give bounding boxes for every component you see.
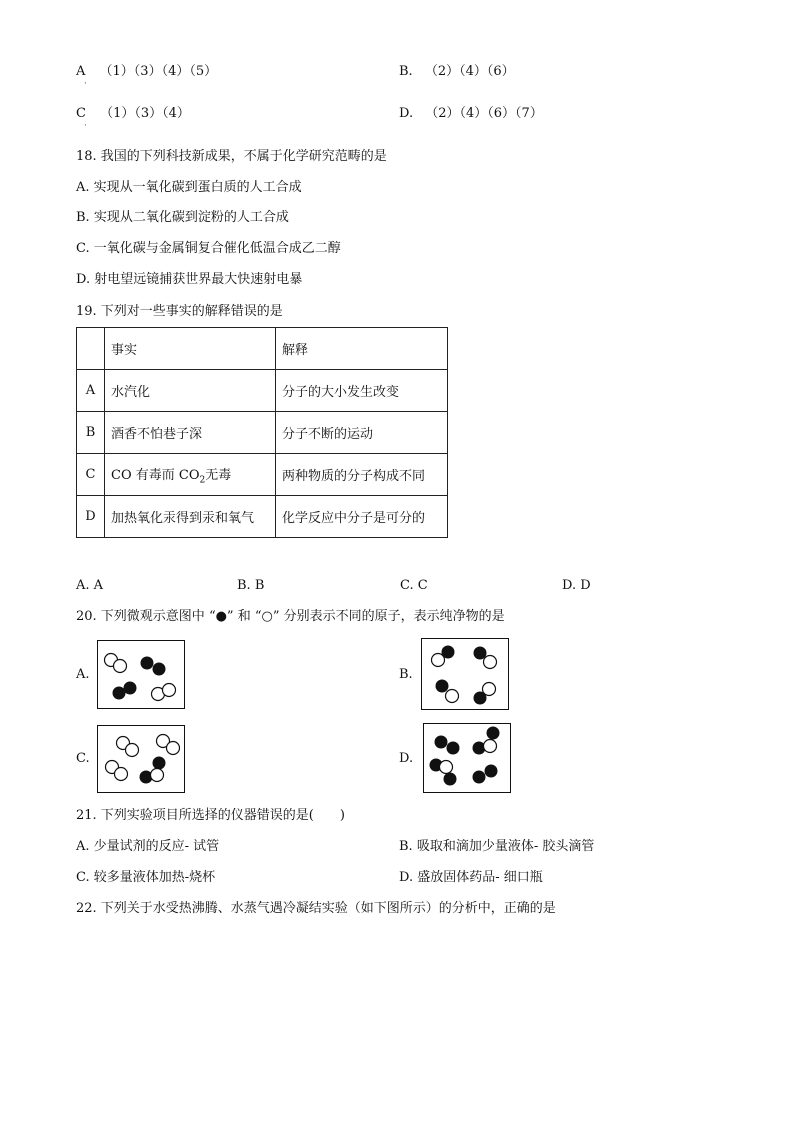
particle-diagram-b [422,639,508,709]
q20-label-b: B. [399,667,413,682]
table-row [77,412,448,454]
explanation-cell: 两种物质的分子构成不同 [276,454,448,496]
q20-label-c: C. [76,751,90,766]
q18-option-c: C. 一氧化碳与金属铜复合催化低温合成乙二醇 [76,241,341,256]
q19-answer-d: D. D [562,578,591,593]
q19-stem: 19. 下列对一些事实的解释错误的是 [76,304,283,319]
dot-mark: · [84,121,87,131]
q18-option-b: B. 实现从二氧化碳到淀粉的人工合成 [76,210,289,225]
explanation-cell: 分子不断的运动 [276,412,448,454]
fact-cell: 加热氧化汞得到汞和氧气 [105,496,276,538]
q19-answer-b: B. B [237,578,265,593]
table-header-cell: 事实 [105,328,276,370]
table-row [77,370,448,412]
row-label: B [77,412,105,454]
fact-text: CO 有毒而 CO [111,467,200,483]
q18-option-a: A. 实现从一氧化碳到蛋白质的人工合成 [76,180,302,195]
q19-answer-c: C. C [400,578,428,593]
table-header-cell [77,328,105,370]
table-header-row [77,328,448,370]
q17-option-a [76,64,217,80]
option-text: （1）（3）（4） [100,106,190,121]
particle-diagram-c [98,726,184,792]
q21-option-c: C. 较多量液体加热-烧杯 [76,870,216,885]
fact-cell [105,454,276,496]
diagram-b [421,638,509,710]
q22-stem: 22. 下列关于水受热沸腾、水蒸气遇冷凝结实验（如下图所示）的分析中，正确的是 [76,901,556,916]
fact-cell: 酒香不怕巷子深 [105,412,276,454]
table-row [77,454,448,496]
q20-stem: 20. 下列微观示意图中 “●” 和 “○” 分别表示不同的原子，表示纯净物的是 [76,609,505,624]
row-label: A [77,370,105,412]
row-label: C [77,454,105,496]
fact-cell: 水汽化 [105,370,276,412]
subscript: 2 [199,475,206,486]
option-text: （2）（4）（6） [424,64,515,79]
particle-diagram-a [98,641,184,708]
q18-stem: 18. 我国的下列科技新成果，不属于化学研究范畴的是 [76,149,387,164]
table-header-cell: 解释 [276,328,448,370]
q17-option-c [76,106,190,122]
option-text: （2）（4）（6）（7） [425,106,543,121]
option-letter: D. [399,106,414,121]
diagram-a [97,640,185,709]
explanation-cell: 化学反应中分子是可分的 [276,496,448,538]
particle-diagram-d [424,724,510,792]
option-letter: B. [399,64,413,79]
q21-option-a: A. 少量试剂的反应- 试管 [76,839,220,854]
q18-option-d: D. 射电望远镜捕获世界最大快速射电暴 [76,272,303,287]
q20-label-a: A. [76,667,90,682]
q17-option-d [399,106,543,122]
fact-text: 无毒 [205,467,232,483]
q21-option-d: D. 盛放固体药品- 细口瓶 [399,870,543,885]
q20-label-d: D. [399,751,414,766]
option-letter: C [76,106,86,121]
option-text: （1）（3）（4）（5） [99,64,218,79]
table-row [77,496,448,538]
q19-answer-a: A. A [76,578,104,593]
facts-table [76,327,448,538]
row-label: D [77,496,105,538]
diagram-d [423,723,511,793]
q21-option-b: B. 吸取和滴加少量液体- 胶头滴管 [399,839,595,854]
q21-stem: 21. 下列实验项目所选择的仪器错误的是( ) [76,808,345,823]
explanation-cell: 分子的大小发生改变 [276,370,448,412]
diagram-c [97,725,185,793]
option-letter: A [76,64,86,79]
dot-mark: · [84,79,87,89]
q17-option-b [399,64,515,80]
